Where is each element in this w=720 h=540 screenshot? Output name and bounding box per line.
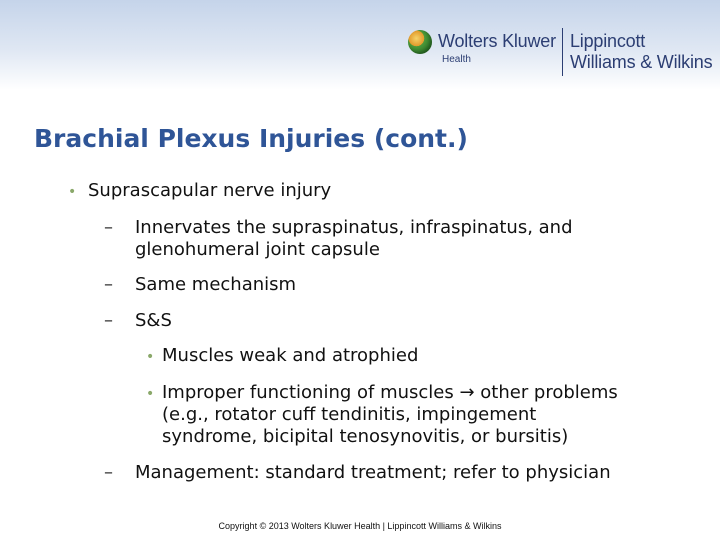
slide-title: Brachial Plexus Injuries (cont.) [34,124,468,153]
bullet-text-line: Improper functioning of muscles → other problems [162,382,618,403]
dash-marker: – [104,462,113,483]
bullet-marker: • [146,386,155,402]
dash-marker: – [104,274,113,295]
bullet-level2 [104,274,296,296]
bullet-text: Muscles weak and atrophied [162,345,419,366]
bullet-level3 [146,345,418,367]
logo-partner-line2: Williams & Wilkins [570,52,713,72]
bullet-text-line: Innervates the supraspinatus, infraspinatus, and [135,217,573,238]
bullet-text: Same mechanism [135,274,297,295]
bullet-text-line: syndrome, bicipital tenosynovitis, or bursitis) [162,426,569,447]
logo-partner-line1: Lippincott [570,31,646,51]
logo-brand: Wolters Kluwer [438,31,556,51]
bullet-level2 [104,217,573,261]
bullet-text: S&S [135,310,172,331]
bullet-text: Management: standard treatment; refer to physician [135,462,611,483]
bullet-marker: • [146,349,155,365]
dash-marker: – [104,217,113,238]
bullet-text: Suprascapular nerve injury [88,180,332,201]
bullet-level3 [146,382,618,448]
bullet-level2 [104,310,172,332]
logo-sub: Health [442,54,471,65]
bullet-marker: • [68,184,77,200]
dash-marker: – [104,310,113,331]
copyright-footer: Copyright © 2013 Wolters Kluwer Health | Lippincott Williams & Wilkins [218,521,502,531]
bullet-level1 [68,180,331,202]
bullet-text-line: glenohumeral joint capsule [135,239,380,260]
bullet-level2 [104,462,611,484]
bullet-text-line: (e.g., rotator cuff tendinitis, impingement [162,404,537,425]
